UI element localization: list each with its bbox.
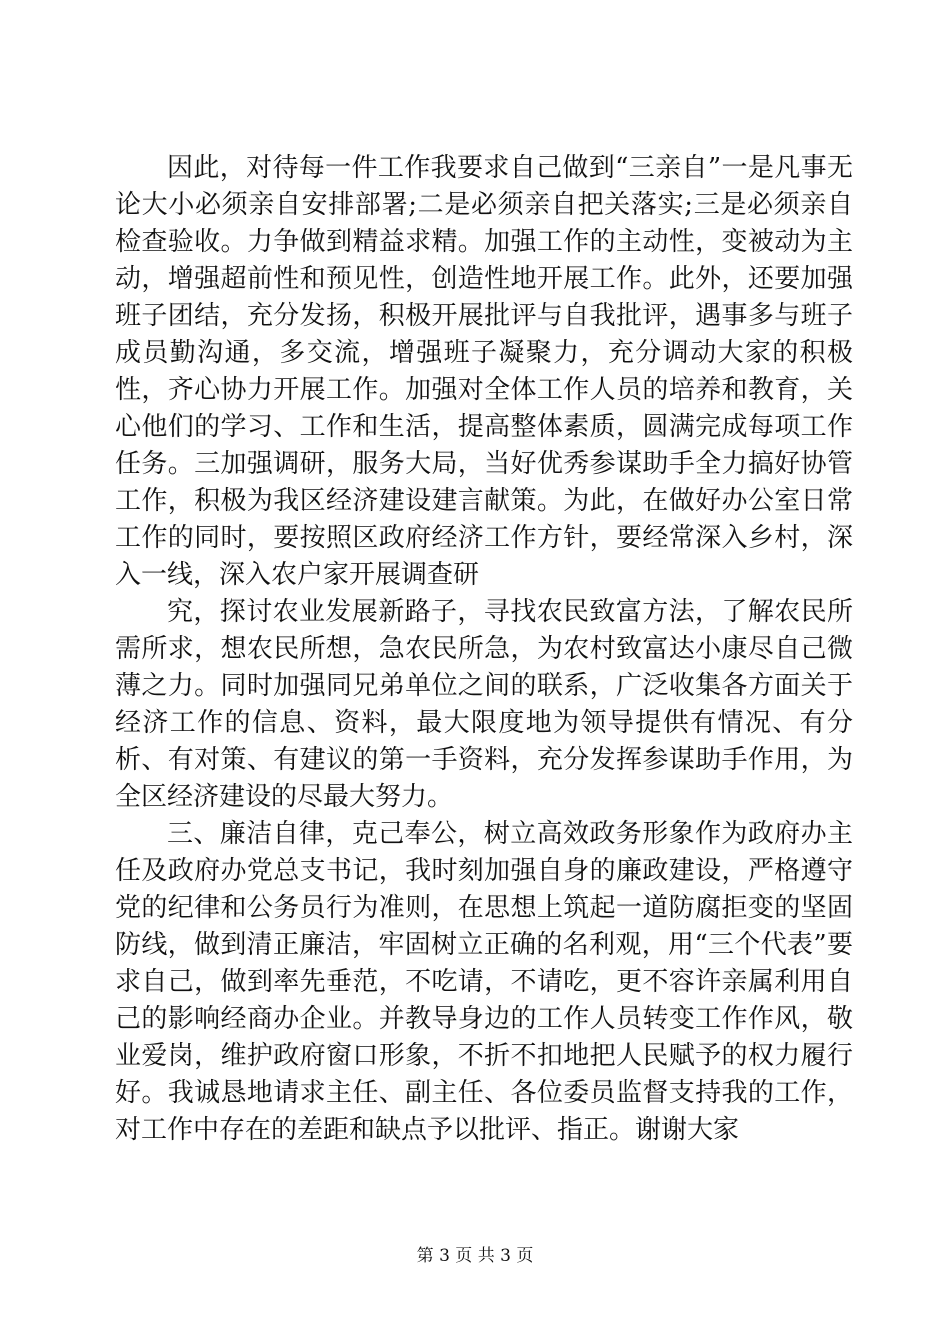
- paragraph-1: 因此，对待每一件工作我要求自己做到“三亲自”一是凡事无论大小必须亲自安排部署;二是必须亲自把关落实;三是必须亲自检查验收。力争做到精益求精。加强工作的主动性，变被动为主动，增强超前性和预见性，创造性地开展工作。此外，还要加强班子团结，充分发扬，积极开展批评与自我批评，遇事多与班子成员勤沟通，多交流，增强班子凝聚力，充分调动大家的积极性，齐心协力开展工作。加强对全体工作人员的培养和教育，关心他们的学习、工作和生活，提高整体素质，圆满完成每项工作任务。三加强调研，服务大局，当好优秀参谋助手全力搞好协管工作，积极为我区经济建设建言献策。为此，在做好办公室日常工作的同时，要按照区政府经济工作方针，要经常深入乡村，深入一线，深入农户家开展调查研: [115, 153, 853, 590]
- page-footer: 第 3 页 共 3 页: [416, 1246, 534, 1266]
- document-body: [115, 150, 853, 1149]
- paragraph-2: 究，探讨农业发展新路子，寻找农民致富方法，了解农民所需所求，想农民所想，急农民所急，为农村致富达小康尽自己微薄之力。同时加强同兄弟单位之间的联系，广泛收集各方面关于经济工作的信息、资料，最大限度地为领导提供有情况、有分析、有对策、有建议的第一手资料，充分发挥参谋助手作用，为全区经济建设的尽最大努力。: [115, 597, 853, 812]
- paragraph-3: 三、廉洁自律，克己奉公，树立高效政务形象作为政府办主任及政府办党总支书记，我时刻加强自身的廉政建设，严格遵守党的纪律和公务员行为准则，在思想上筑起一道防腐拒变的坚固防线，做到清正廉洁，牢固树立正确的名利观，用“三个代表”要求自己，做到率先垂范，不吃请，不请吃，更不容许亲属利用自己的影响经商办企业。并教导身边的工作人员转变工作作风，敬业爱岗，维护政府窗口形象，不折不扣地把人民赋予的权力履行好。我诚恳地请求主任、副主任、各位委员监督支持我的工作，对工作中存在的差距和缺点予以批评、指正。谢谢大家: [115, 819, 853, 1145]
